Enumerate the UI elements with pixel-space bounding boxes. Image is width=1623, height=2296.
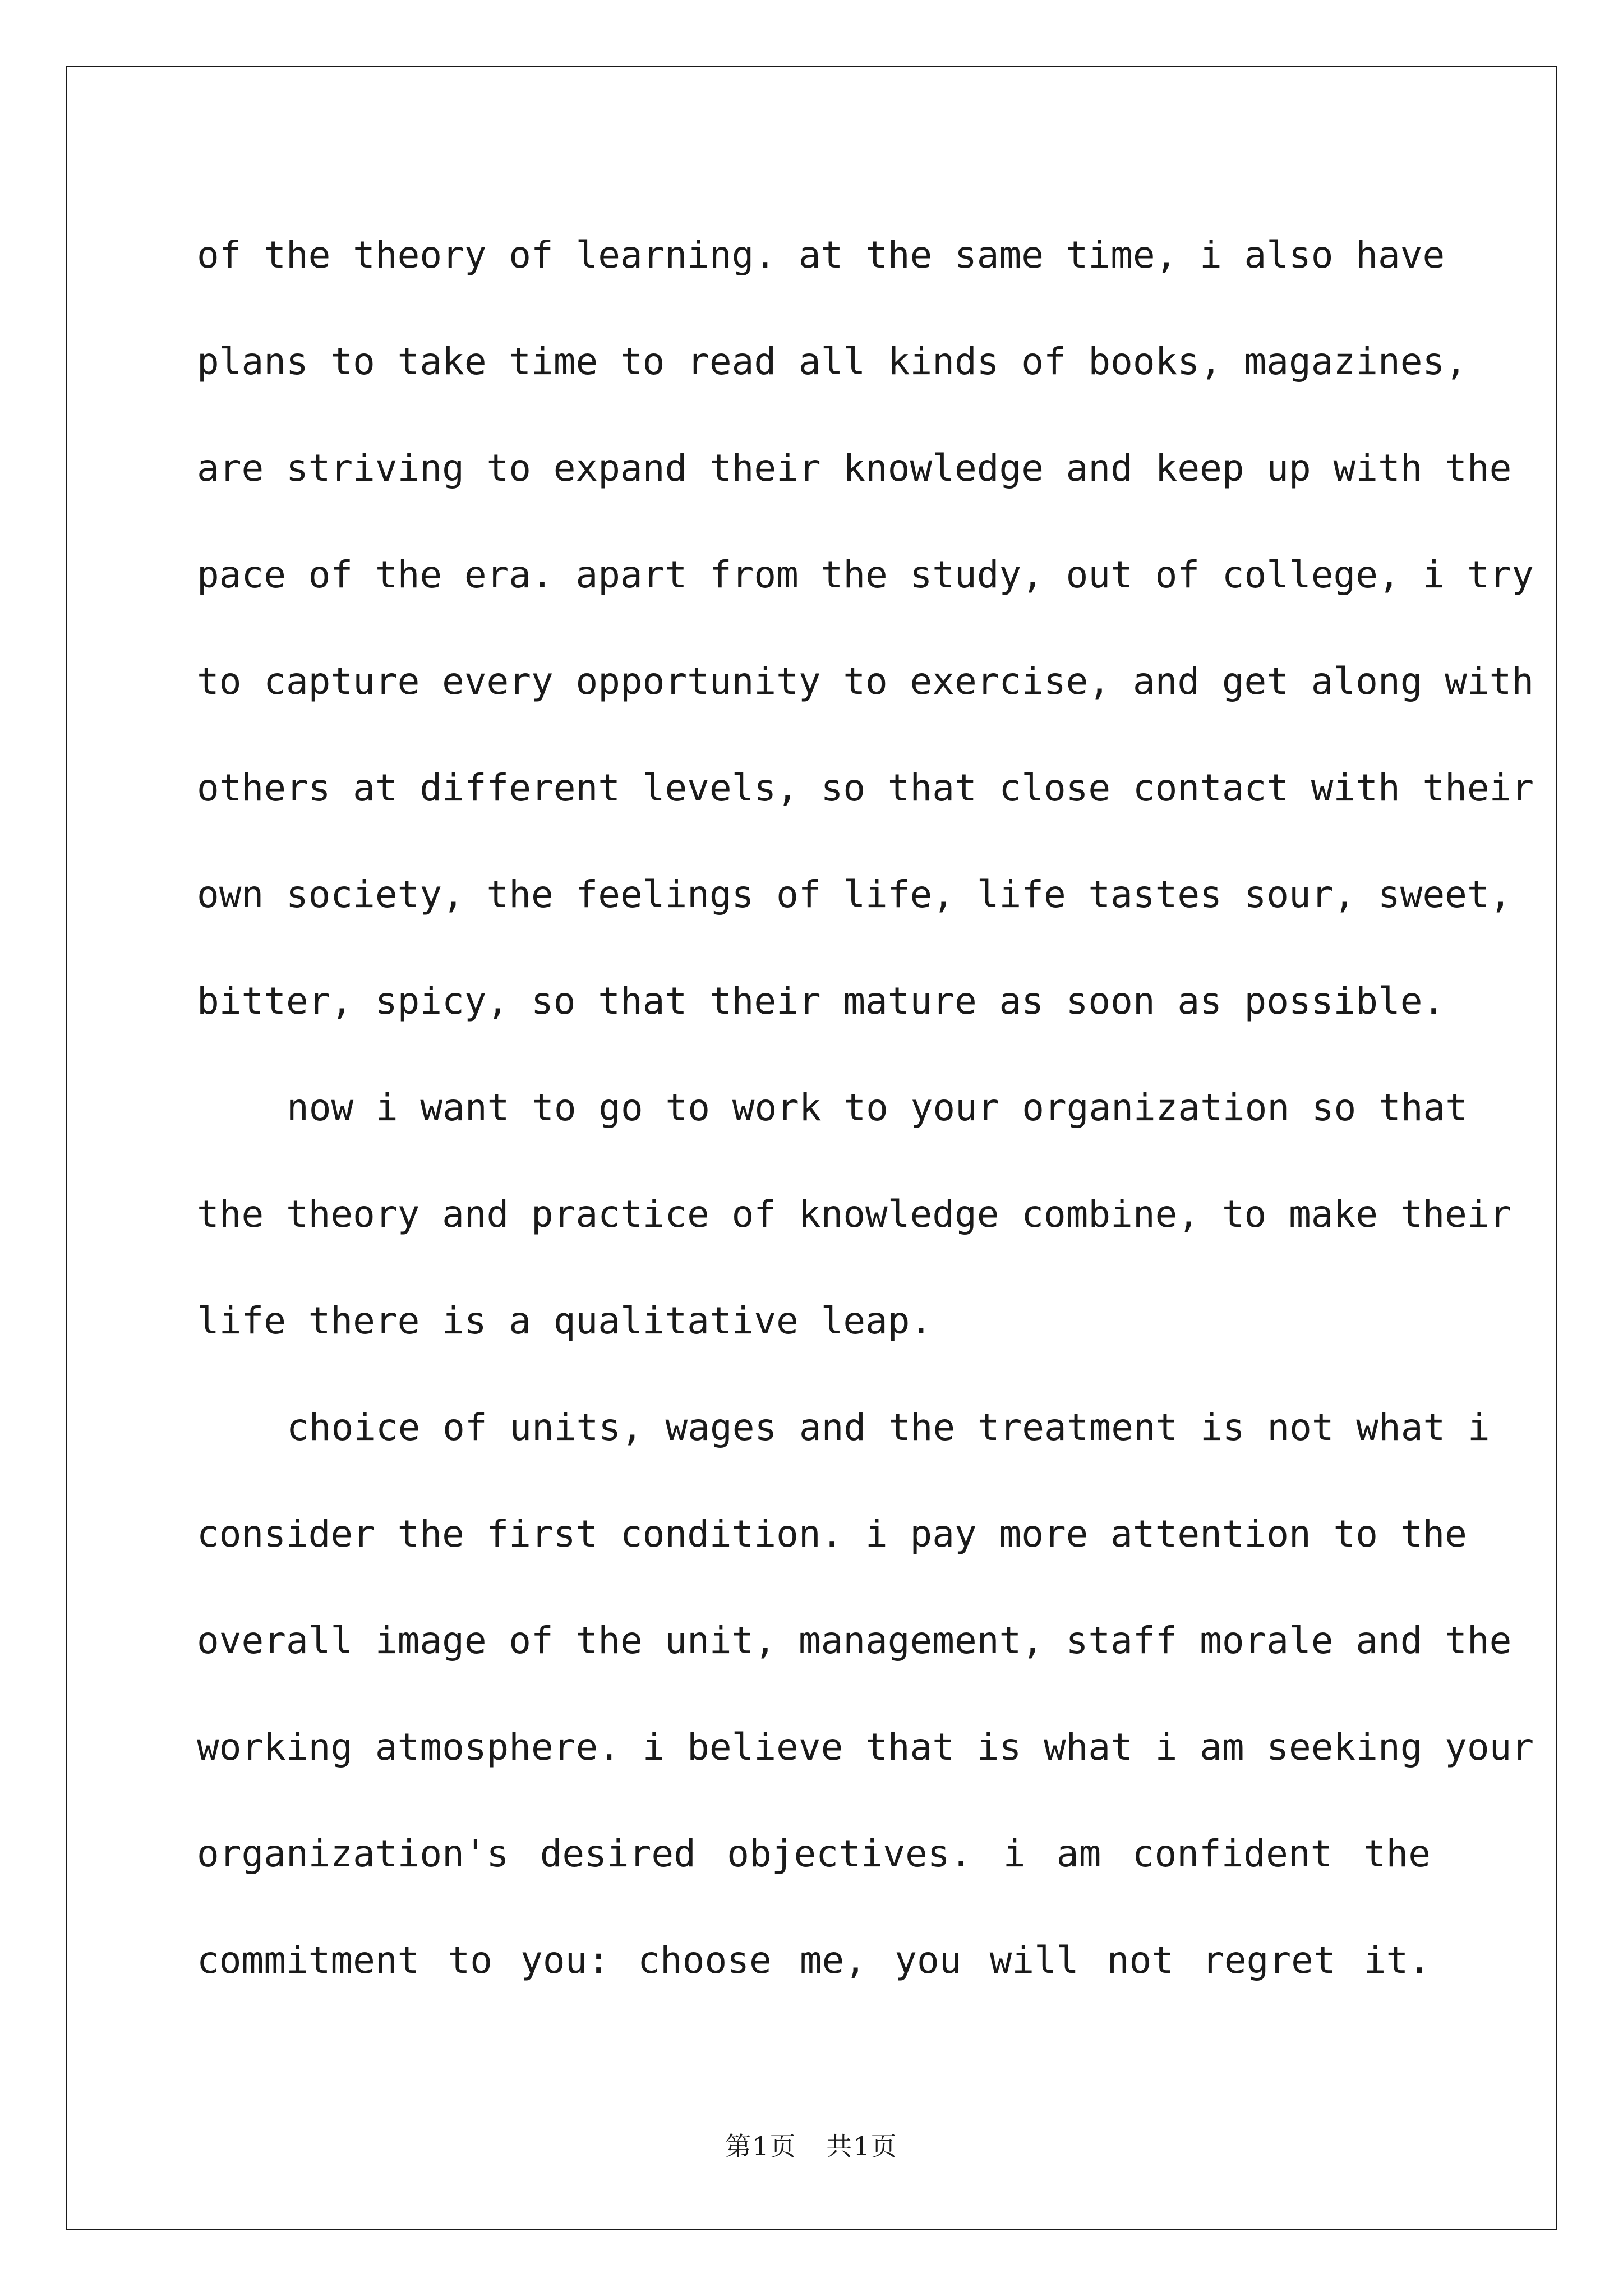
text-line: overall image of the unit, management, staff morale and the [197,1619,1512,1662]
text-line: own society, the feelings of life, life tastes sour, sweet, [197,873,1512,916]
text-line: life there is a qualitative leap. [197,1299,933,1342]
paragraph [197,1055,1512,1374]
paragraph [197,1374,1534,2014]
text-line: choice of units, wages and the treatment is not what i [287,1406,1490,1449]
text-line: are striving to expand their knowledge and keep up with the [197,447,1512,490]
text-line: of the theory of learning. at the same time, i also have [197,233,1445,277]
page-footer [0,2126,1623,2163]
text-line: commitment to you: choose me, you will not regret it. [197,1939,1431,1982]
text-line: the theory and practice of knowledge combine, to make their [197,1193,1512,1236]
text-line: working atmosphere. i believe that is what i am seeking your [197,1726,1534,1769]
text-line: pace of the era. apart from the study, out of college, i try [197,553,1534,596]
text-line: others at different levels, so that close contact with their [197,766,1534,809]
document-body [197,202,1534,2014]
text-line: plans to take time to read all kinds of books, magazines, [197,340,1467,383]
page-number-total: 共1页 [826,2131,898,2161]
text-line: organization's desired objectives. i am confident the [197,1832,1431,1875]
text-line: bitter, spicy, so that their mature as soon as possible. [197,979,1445,1023]
page-number-current: 第1页 [725,2131,797,2161]
text-line: to capture every opportunity to exercise, and get along with [197,660,1534,703]
text-line: consider the first condition. i pay more attention to the [197,1512,1467,1556]
text-line: now i want to go to work to your organization so that [287,1086,1468,1129]
paragraph [197,202,1534,1055]
